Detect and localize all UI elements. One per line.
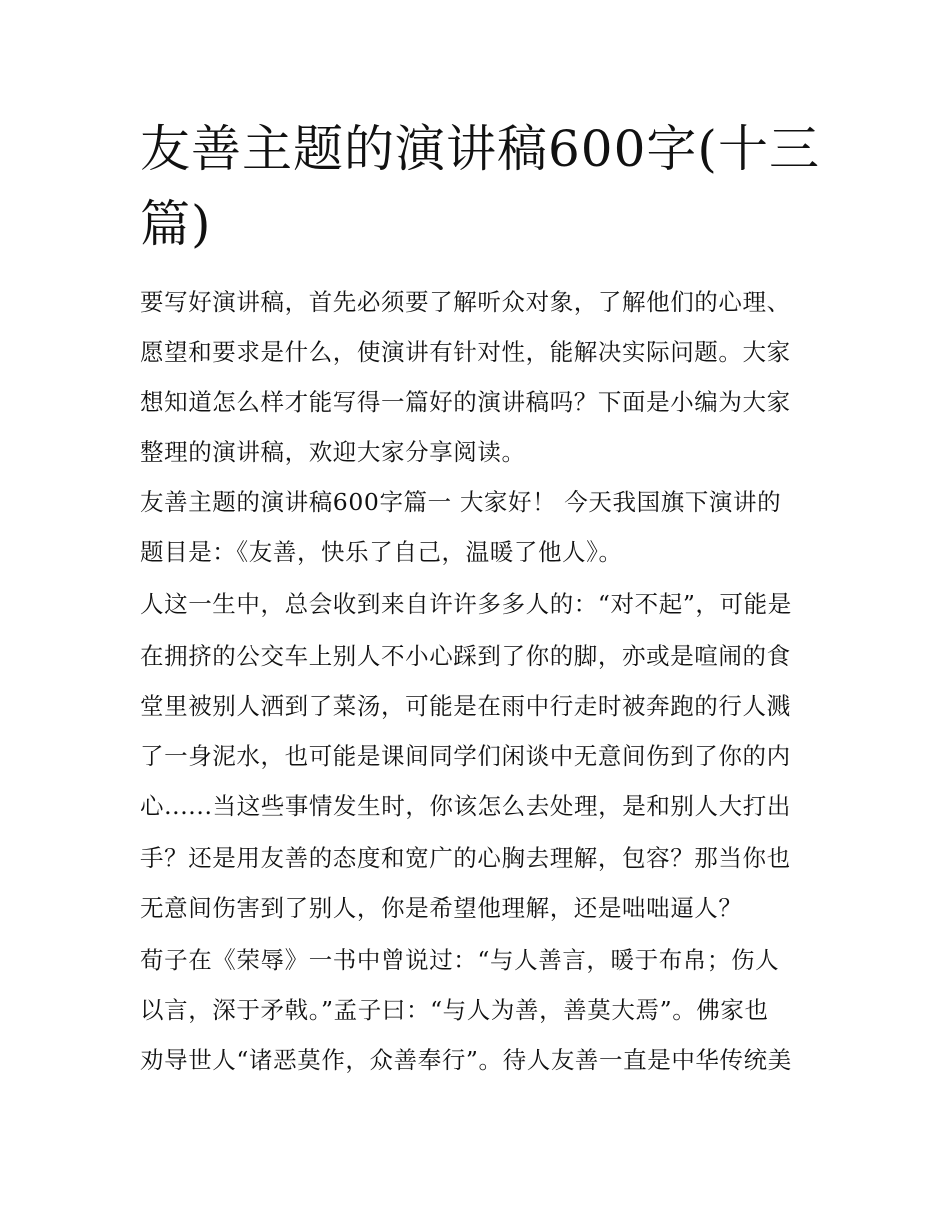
text-line: 无意间伤害到了别人，你是希望他理解，还是咄咄逼人？: [140, 894, 743, 922]
text-line: 要写好演讲稿，首先必须要了解听众对象，了解他们的心理、: [140, 288, 791, 316]
text-line: 友善主题的演讲稿600字篇一 大家好！ 今天我国旗下演讲的: [140, 488, 782, 516]
text-line: 以言，深于矛戟。”孟子曰：“与人为善，善莫大焉”。佛家也: [140, 996, 769, 1024]
text-line: 荀子在《荣辱》一书中曾说过：“与人善言，暖于布帛；伤人: [140, 946, 780, 974]
text-line: 劝导世人“诸恶莫作，众善奉行”。待人友善一直是中华传统美: [140, 1046, 792, 1074]
text-line: 堂里被别人洒到了菜汤，可能是在雨中行走时被奔跑的行人溅: [140, 692, 791, 720]
text-line: 在拥挤的公交车上别人不小心踩到了你的脚，亦或是喧闹的食: [140, 642, 791, 670]
text-line: 心......当这些事情发生时，你该怎么去处理，是和别人大打出: [140, 792, 791, 820]
text-line: 想知道怎么样才能写得一篇好的演讲稿吗？下面是小编为大家: [140, 388, 791, 416]
document-title: 友善主题的演讲稿600字(十三篇): [140, 120, 820, 253]
text-line: 人这一生中，总会收到来自许许多多人的：“对不起”，可能是: [140, 590, 792, 618]
text-line: 手？还是用友善的态度和宽广的心胸去理解，包容？那当你也: [140, 844, 791, 872]
text-line: 题目是：《友善，快乐了自己，温暖了他人》。: [140, 538, 623, 566]
text-line: 愿望和要求是什么，使演讲有针对性，能解决实际问题。大家: [140, 338, 791, 366]
text-line: 整理的演讲稿，欢迎大家分享阅读。: [140, 438, 526, 466]
text-line: 了一身泥水，也可能是课间同学们闲谈中无意间伤到了你的内: [140, 742, 791, 770]
